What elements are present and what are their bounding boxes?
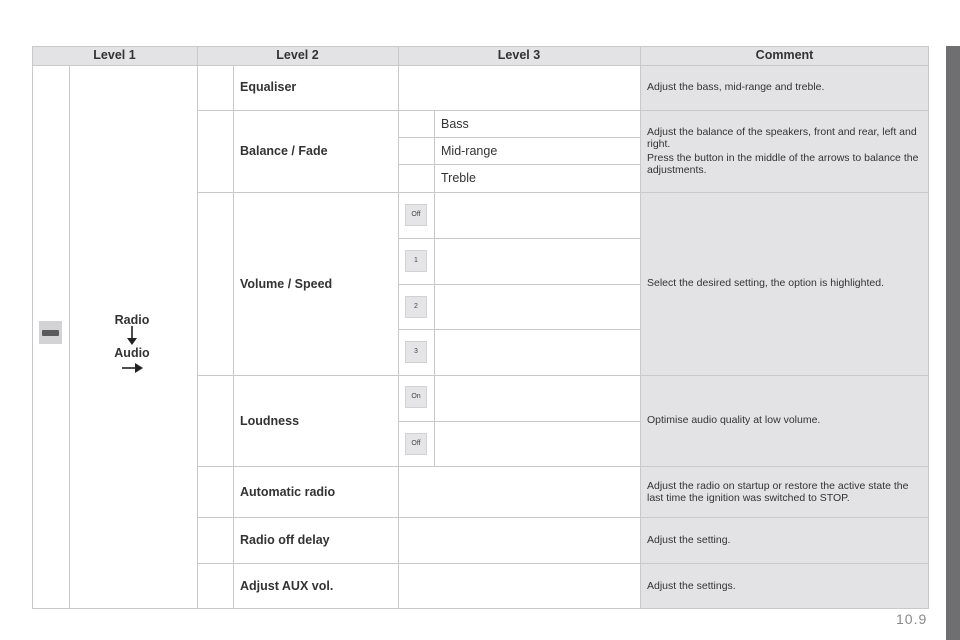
grid-line <box>197 110 929 111</box>
menu-item-adjust-aux-vol[interactable]: Adjust AUX vol. <box>240 579 334 593</box>
grid-line <box>398 284 640 285</box>
menu-item-automatic-radio[interactable]: Automatic radio <box>240 485 336 499</box>
balance-comment-1: Adjust the balance of the speakers, front and rear, left and right. <box>647 126 917 150</box>
menu-item-balance-fade[interactable]: Balance / Fade <box>240 144 328 158</box>
option-treble[interactable]: Treble <box>441 171 476 185</box>
grid-line <box>32 65 929 66</box>
grid-line <box>197 375 929 376</box>
radio-badge-icon <box>39 321 62 344</box>
menu-item-loudness[interactable]: Loudness <box>240 414 300 428</box>
menu-item-volume-speed[interactable]: Volume / Speed <box>240 277 333 291</box>
option-mid-range[interactable]: Mid-range <box>441 144 498 158</box>
grid-line <box>398 46 399 609</box>
grid-line <box>640 46 641 609</box>
volume-option-1[interactable]: 1 <box>405 250 427 272</box>
page-side-bar <box>946 46 960 640</box>
level1-audio-label: Audio <box>114 346 150 360</box>
grid-line <box>197 466 929 467</box>
equaliser-comment: Adjust the bass, mid-range and treble. <box>647 81 825 93</box>
page-number: 10.9 <box>896 611 928 627</box>
grid-line <box>197 517 929 518</box>
grid-line <box>398 164 640 165</box>
grid-line <box>398 137 640 138</box>
header-level1: Level 1 <box>93 48 136 62</box>
grid-line <box>398 421 640 422</box>
grid-line <box>398 329 640 330</box>
level1-radio-label: Radio <box>114 313 150 327</box>
grid-line <box>197 563 929 564</box>
adjust-aux-comment: Adjust the settings. <box>647 580 736 592</box>
grid-line <box>32 46 33 609</box>
grid-line <box>69 65 70 608</box>
loudness-option-off[interactable]: Off <box>405 433 427 455</box>
menu-item-radio-off-delay[interactable]: Radio off delay <box>240 533 330 547</box>
automatic-radio-comment: Adjust the radio on startup or restore the active state the last time the ignition was switched to STOP. <box>647 480 909 504</box>
grid-line <box>928 46 929 609</box>
radio-off-delay-comment: Adjust the setting. <box>647 534 731 546</box>
balance-comment-2: Press the button in the middle of the arrows to balance the adjustments. <box>647 152 919 176</box>
grid-line <box>398 238 640 239</box>
volume-option-off[interactable]: Off <box>405 204 427 226</box>
header-level3: Level 3 <box>497 48 541 62</box>
grid-line <box>233 65 234 608</box>
volume-option-3[interactable]: 3 <box>405 341 427 363</box>
option-bass[interactable]: Bass <box>441 117 469 131</box>
header-level2: Level 2 <box>276 48 319 62</box>
grid-line <box>197 46 198 609</box>
volume-option-2[interactable]: 2 <box>405 296 427 318</box>
grid-line <box>32 46 929 47</box>
grid-line <box>197 192 929 193</box>
loudness-comment: Optimise audio quality at low volume. <box>647 414 821 426</box>
volume-comment: Select the desired setting, the option is highlighted. <box>647 277 884 289</box>
grid-line <box>32 608 929 609</box>
menu-item-equaliser[interactable]: Equaliser <box>240 80 297 94</box>
arrow-right-icon <box>122 362 144 374</box>
header-comment: Comment <box>755 48 814 62</box>
arrow-down-icon <box>126 326 138 346</box>
loudness-option-on[interactable]: On <box>405 386 427 408</box>
